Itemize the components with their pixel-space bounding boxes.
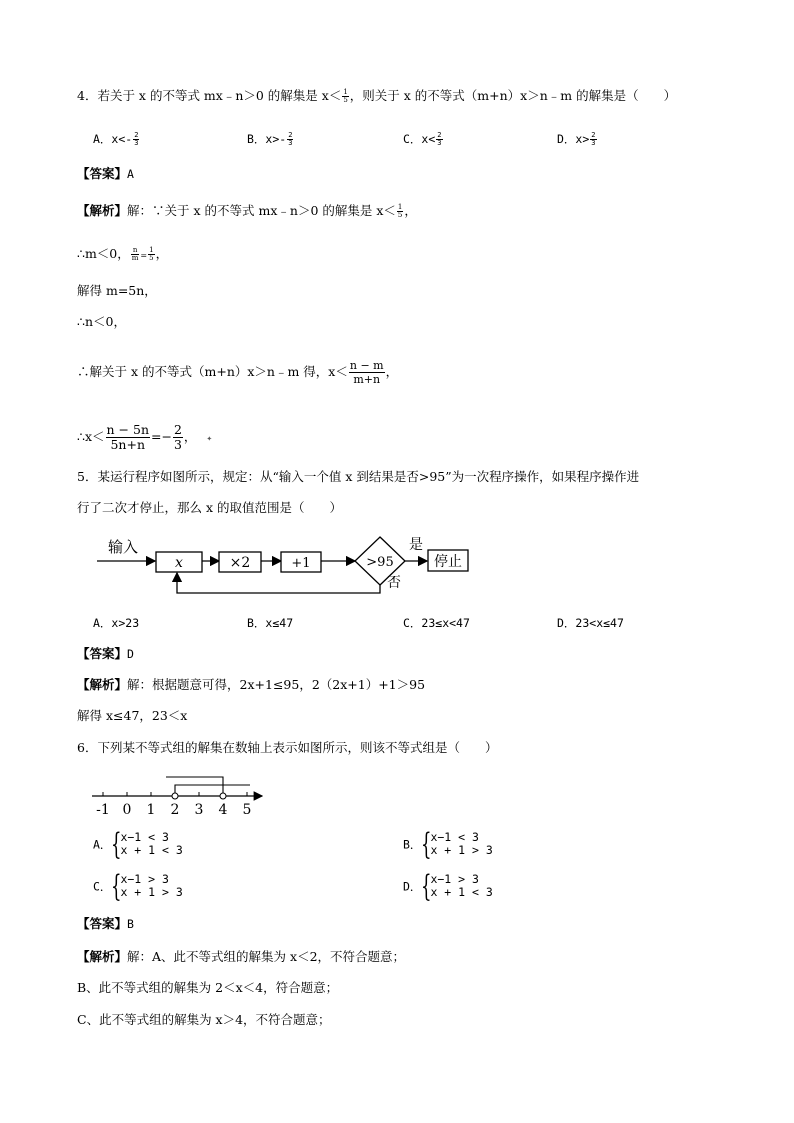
q6-option-a: A． { x−1 < 3 x + 1 < 3 bbox=[93, 827, 183, 862]
open-point-4 bbox=[220, 793, 226, 799]
q6-analysis-line2: B、此不等式组的解集为 2＜x＜4，符合题意； bbox=[77, 980, 339, 995]
flow-yes-label: 是 bbox=[409, 537, 423, 553]
flow-no-label: 否 bbox=[387, 575, 401, 591]
tick-label: 4 bbox=[218, 802, 228, 818]
q6-stem: 6．下列某不等式组的解集在数轴上表示如图所示，则该不等式组是（ ） bbox=[77, 740, 498, 755]
q6-answer: 【答案】B bbox=[77, 916, 134, 931]
q4-analysis-line4: ∴n＜0， bbox=[77, 314, 126, 329]
flow-loop-arrow bbox=[177, 573, 380, 593]
q4-analysis-line3: 解得 m=5n， bbox=[77, 283, 157, 298]
tick-label: -1 bbox=[96, 802, 110, 818]
q6-analysis-line3: C、此不等式组的解集为 x＞4，不符合题意； bbox=[77, 1012, 331, 1027]
open-point-2 bbox=[172, 793, 178, 799]
q4-option-a: A．x<- $\frac{2}{3}$ bbox=[93, 131, 139, 147]
q5-option-d: D．23<x≤47 bbox=[557, 616, 624, 630]
q5-analysis-line2: 解得 x≤47，23＜x bbox=[77, 708, 188, 723]
q6-option-c: C． { x−1 > 3 x + 1 > 3 bbox=[93, 869, 183, 904]
q4-analysis-line1: 【解析】解：∵关于 x 的不等式 mx﹣n＞0 的解集是 x＜ $\frac{1}{5}$ ， bbox=[77, 203, 417, 219]
q4-stem: 4．若关于 x 的不等式 mx﹣n＞0 的解集是 x＜ $\frac{1}{5}$ ，则关于 x 的不等式（m+n）x＞n﹣m 的解集是（ ） bbox=[77, 88, 677, 104]
q4-analysis-line6: ∴x＜ $\frac{n - 5n}{5n+n}$ =− $\frac{2}{3}$ ， ✦ bbox=[77, 422, 213, 452]
flow-input-label: 输入 bbox=[108, 538, 139, 556]
q5-analysis-line1: 【解析】解：根据题意可得，2x+1≤95，2（2x+1）+1＞95 bbox=[77, 677, 426, 692]
q5-option-b: B．x≤47 bbox=[247, 616, 294, 630]
q4-answer: 【答案】A bbox=[77, 166, 134, 181]
tick-label: 2 bbox=[170, 802, 180, 818]
q6-option-d: D． { x−1 > 3 x + 1 < 3 bbox=[403, 869, 493, 904]
q5-flowchart bbox=[95, 533, 475, 599]
q4-analysis-line5: ∴解关于 x 的不等式（m+n）x＞n﹣m 得，x＜ $\frac{n - m}{m+n}$ ， bbox=[77, 359, 399, 386]
q4-option-b: B．x>- $\frac{2}{3}$ bbox=[247, 131, 293, 147]
q4-analysis-line2: ∴m＜0， $\frac{n}{m}$ = $\frac{1}{5}$ ， bbox=[77, 246, 169, 262]
q6-option-b: B． { x−1 < 3 x + 1 > 3 bbox=[403, 827, 493, 862]
q4-option-d: D．x> $\frac{2}{3}$ bbox=[557, 131, 596, 147]
q5-answer: 【答案】D bbox=[77, 646, 134, 661]
tick-label: 0 bbox=[122, 802, 132, 818]
q6-number-line bbox=[90, 770, 270, 818]
q5-option-c: C．23≤x<47 bbox=[403, 616, 470, 630]
tick-label: 1 bbox=[146, 802, 156, 818]
flow-plus1-label: +1 bbox=[291, 556, 311, 571]
q5-option-a: A．x>23 bbox=[93, 616, 140, 630]
q6-analysis-line1: 【解析】解：A、此不等式组的解集为 x＜2，不符合题意； bbox=[77, 949, 406, 964]
q4-option-c: C．x< $\frac{2}{3}$ bbox=[403, 131, 442, 147]
q5-stem-line2: 行了二次才停止，那么 x 的取值范围是（ ） bbox=[77, 500, 342, 515]
ray-from-2 bbox=[175, 785, 250, 793]
tick-label: 3 bbox=[194, 802, 204, 818]
paragraph-mark-icon: ✦ bbox=[206, 435, 213, 443]
flow-x-label: x bbox=[175, 555, 183, 571]
flow-condition-label: >95 bbox=[366, 555, 394, 570]
tick-label: 5 bbox=[242, 802, 252, 818]
q5-stem-line1: 5．某运行程序如图所示，规定：从“输入一个值 x 到结果是否>95”为一次程序操作，如果程序操作进 bbox=[77, 469, 640, 484]
flow-times2-label: ×2 bbox=[229, 555, 251, 571]
q4-stem-fraction: $\frac{1}{5}$ bbox=[343, 88, 348, 104]
flow-stop-label: 停止 bbox=[434, 554, 462, 570]
